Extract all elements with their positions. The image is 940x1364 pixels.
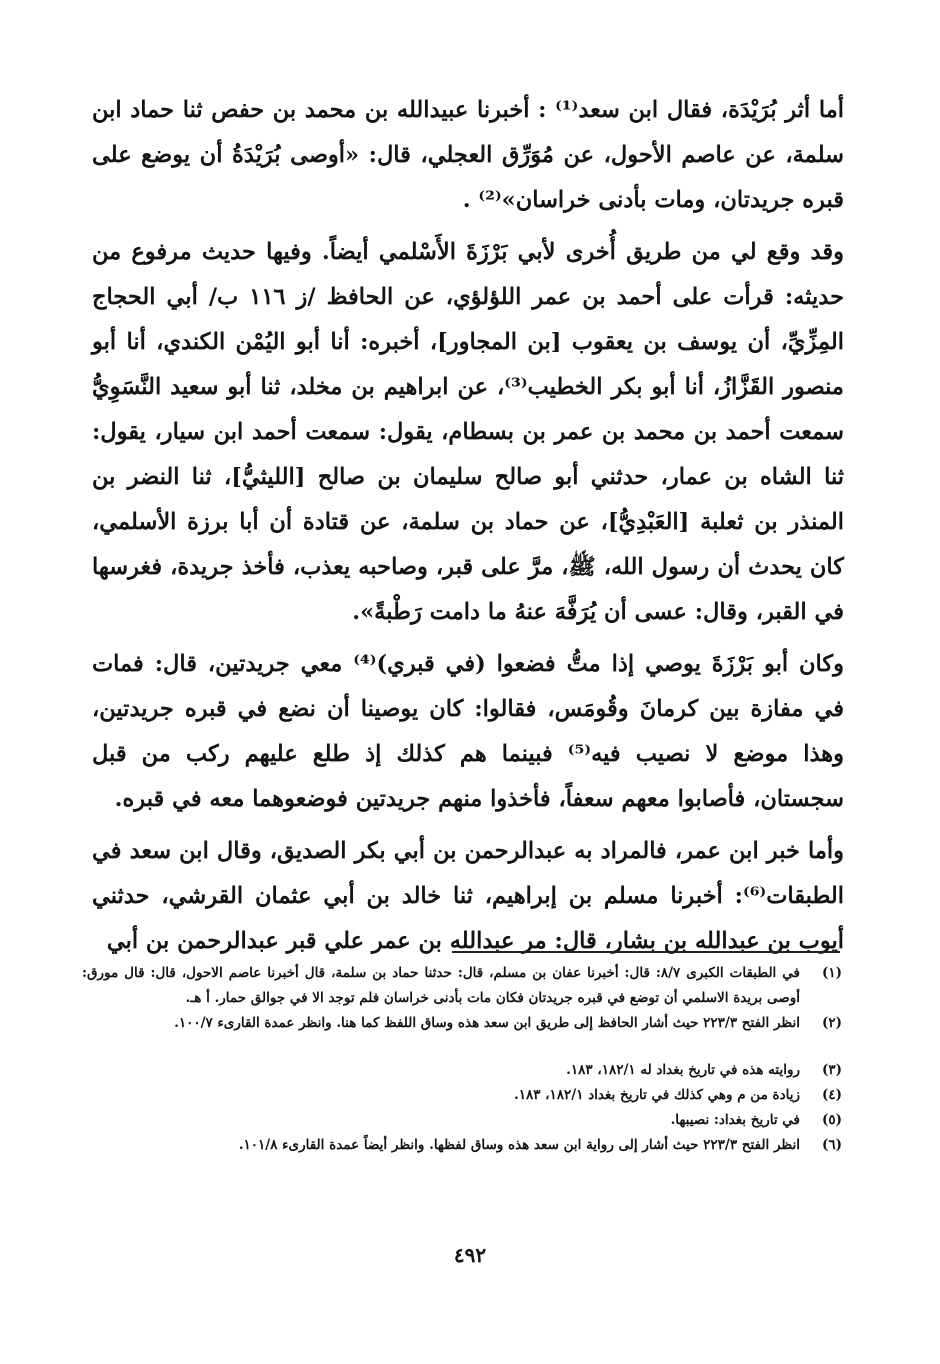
footnote-text: في الطبقات الكبرى ٨/٧: قال: أخبرنا عفان بن مسلم، قال: حدثنا حماد بن سلمة، قال أخبرنا عاصم الاحول، قال: قال مورق: أوصى بريدة الاسلمي أن توضع في قبره جريدتان فكان مات بأدنى خراسان فلم توجد الا في جوالق حمار. أ هـ.	[82, 965, 800, 1006]
footnote-divider	[452, 951, 840, 953]
paragraph-ibn-umar: وأما خبر ابن عمر، فالمراد به عبدالرحمن بن أبي بكر الصديق، وقال ابن سعد في الطبقات⁽⁶⁾: أخبرنا مسلم بن إبراهيم، ثنا خالد بن أبي عثمان القرشي، حدثني أيوب بن عبدالله بن بشار، قال: مر عبدالله بن عمر علي قبر عبدالرحمن بن أبي	[92, 838, 844, 954]
paragraph-bureida: أما أثر بُرَيْدَة، فقال ابن سعد⁽¹⁾ : أخبرنا عبيدالله بن محمد بن حفص ثنا حماد ابن سلمة، عن عاصم الأحول، عن مُوَرِّق العجلي، قال: «أوصى بُرَيْدَةُ أن يوضع على قبره جريدتان، ومات بأدنى خراسان»⁽²⁾ .	[92, 97, 844, 213]
footnote	[82, 1108, 842, 1133]
page-number: ٤٩٢	[453, 1243, 487, 1267]
footnote	[82, 1083, 842, 1108]
main-text	[92, 88, 844, 971]
paragraph-abu-barza-will: وكان أبو بَرْزَةَ يوصي إذا متُّ فضعوا (في قبري)⁽⁴⁾ معي جريدتين، قال: فمات في مفازة بين كرمانَ وقُومَس، فقالوا: كان يوصينا أن نضع في قبره جريدتين، وهذا موضع لا نصيب فيه⁽⁵⁾ فبينما هم كذلك إذ طلع عليهم ركب من قبل سجستان، فأصابوا معهم سعفاً، فأخذوا منهم جريدتين فوضعوهما معه في قبره.	[92, 651, 844, 812]
footnote-number: (١)	[821, 965, 842, 981]
paragraph-abu-barza-hadith: وقد وقع لي من طريق أُخرى لأبي بَرْزَةَ الأَسْلمي أيضاً. وفيها حديث مرفوع من حديثه: قرأت على أحمد بن عمر اللؤلؤي، عن الحافظ /ز ١١٦ ب/ أبي الحجاج المِزِّيِّ، أن يوسف بن يعقوب [بن المجاور]، أخبره: أنا أبو اليُمْن الكندي، أنا أبو منصور القَزَّازُ، أنا أبو بكر الخطيب⁽³⁾، عن ابراهيم بن مخلد، ثنا أبو سعيد النَّسَوِيُّ سمعت أحمد بن محمد بن عمر بن بسطام، يقول: سمعت أحمد ابن سيار، يقول: ثنا الشاه بن عمار، حدثني أبو صالح سليمان بن صالح [الليثيُّ]، ثنا النضر بن المنذر بن ثعلبة [العَبْدِيُّ]، عن حماد بن سلمة، عن قتادة أن أبا برزة الأسلمي، كان يحدث أن رسول الله، ﷺ، مرَّ على قبر، وصاحبه يعذب، فأخذ جريدة، فغرسها في القبر، وقال: عسى أن يُرَفَّهَ عنهُ ما دامت رَطْبةً».	[92, 239, 845, 625]
footnote-text: روايته هذه في تاريخ بغداد له ١٨٢/١، ١٨٣.	[566, 1062, 800, 1078]
footnote	[82, 1058, 842, 1083]
footnote-number: (٤)	[821, 1087, 842, 1103]
footnote-text: زيادة من م وهي كذلك في تاريخ بغداد ١٨٢/١، ١٨٣.	[514, 1087, 800, 1103]
footnote-number: (٥)	[821, 1112, 842, 1128]
footnote	[82, 1011, 842, 1036]
footnote-number: (٦)	[821, 1137, 842, 1153]
footnote-text: انظر الفتح ٢٢٣/٣ حيث أشار الحافظ إلى طريق ابن سعد هذه وساق اللفظ كما هنا. وانظر عمدة القارىء ١٠٠/٧.	[174, 1015, 800, 1031]
footnote-text: في تاريخ بغداد: نصيبها.	[670, 1112, 800, 1128]
footnote-text: انظر الفتح ٢٢٣/٣ حيث أشار إلى رواية ابن سعد هذه وساق لفظها. وانظر أيضاً عمدة القارىء ١٠١/٨.	[238, 1137, 800, 1153]
footnote-number: (٣)	[821, 1062, 842, 1078]
footnote-number: (٢)	[821, 1015, 842, 1031]
footnote	[82, 1133, 842, 1158]
footnotes	[82, 961, 842, 1158]
footnote	[82, 961, 842, 1011]
